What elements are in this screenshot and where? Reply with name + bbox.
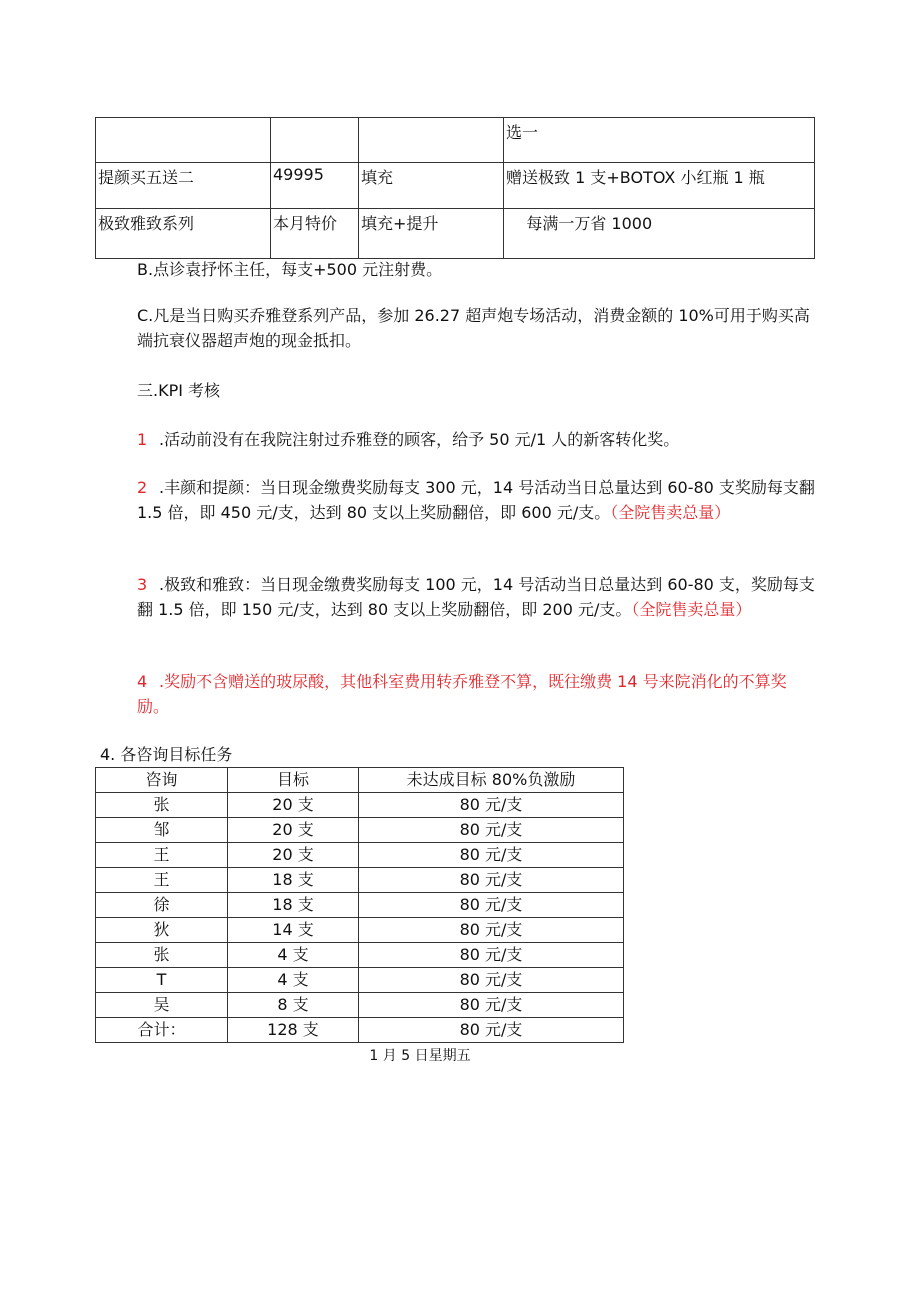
kpi-note: （全院售卖总量） bbox=[631, 599, 752, 619]
table-cell: 吴 bbox=[96, 993, 228, 1018]
table-cell: 128 支 bbox=[228, 1018, 359, 1043]
kpi-heading: 三.KPI 考核 bbox=[137, 381, 221, 400]
table-row bbox=[96, 893, 624, 918]
table-cell: T bbox=[96, 968, 228, 993]
table-cell: 狄 bbox=[96, 918, 228, 943]
table-row bbox=[96, 118, 815, 163]
table-cell: 18 支 bbox=[228, 893, 359, 918]
table-cell: 20 支 bbox=[228, 818, 359, 843]
promotion-table bbox=[95, 117, 815, 259]
column-header: 未达成目标 80%负激励 bbox=[359, 768, 624, 793]
table-row bbox=[96, 868, 624, 893]
para-b: B.点诊袁抒怀主任，每支+500 元注射费。 bbox=[137, 260, 443, 279]
table-cell: 合计： bbox=[96, 1018, 228, 1043]
table-row bbox=[96, 843, 624, 868]
table-cell: 14 支 bbox=[228, 918, 359, 943]
kpi-num: 3 bbox=[137, 575, 148, 594]
kpi-text: .活动前没有在我院注射过乔雅登的顾客，给予 50 元/1 人的新客转化奖。 bbox=[159, 430, 680, 449]
kpi-item-3 bbox=[137, 573, 817, 622]
table-cell: 极致雅致系列 bbox=[96, 209, 271, 259]
table-cell: 填充 bbox=[359, 163, 504, 209]
table-cell: 4 支 bbox=[228, 968, 359, 993]
kpi-item-4 bbox=[137, 670, 817, 719]
table-row bbox=[96, 993, 624, 1018]
table-cell: 80 元/支 bbox=[359, 943, 624, 968]
table-cell: 王 bbox=[96, 843, 228, 868]
targets-heading: 4. 各咨询目标任务 bbox=[100, 745, 233, 764]
targets-table bbox=[95, 767, 624, 1043]
table-cell: 80 元/支 bbox=[359, 818, 624, 843]
table-cell: 徐 bbox=[96, 893, 228, 918]
table-header-row bbox=[96, 768, 624, 793]
table-cell: 选一 bbox=[504, 118, 815, 163]
table-cell: 80 元/支 bbox=[359, 893, 624, 918]
table-cell: 赠送极致 1 支+BOTOX 小红瓶 1 瓶 bbox=[504, 163, 815, 209]
table-row bbox=[96, 918, 624, 943]
table-cell: 8 支 bbox=[228, 993, 359, 1018]
table-cell bbox=[271, 118, 359, 163]
kpi-num: 2 bbox=[137, 478, 148, 497]
column-header: 目标 bbox=[228, 768, 359, 793]
table-cell: 4 支 bbox=[228, 943, 359, 968]
table-cell: 80 元/支 bbox=[359, 1018, 624, 1043]
table-row bbox=[96, 968, 624, 993]
footer-date: 1 月 5 日星期五 bbox=[369, 1048, 471, 1064]
kpi-note: （全院售卖总量） bbox=[610, 502, 731, 522]
table-row bbox=[96, 163, 815, 209]
table-cell: 80 元/支 bbox=[359, 793, 624, 818]
table-cell bbox=[96, 118, 271, 163]
table-row bbox=[96, 793, 624, 818]
table-cell: 80 元/支 bbox=[359, 868, 624, 893]
table-cell: 80 元/支 bbox=[359, 918, 624, 943]
table-cell: 18 支 bbox=[228, 868, 359, 893]
table-cell bbox=[359, 118, 504, 163]
table-cell: 80 元/支 bbox=[359, 968, 624, 993]
table-cell: 80 元/支 bbox=[359, 993, 624, 1018]
table-cell: 20 支 bbox=[228, 793, 359, 818]
table-row bbox=[96, 1018, 624, 1043]
para-c: C.凡是当日购买乔雅登系列产品，参加 26.27 超声炮专场活动，消费金额的 10%可用于购买高端抗衰仪器超声炮的现金抵扣。 bbox=[137, 306, 810, 350]
table-cell: 每满一万省 1000 bbox=[504, 209, 815, 259]
table-row bbox=[96, 818, 624, 843]
table-cell: 王 bbox=[96, 868, 228, 893]
table-cell: 49995 bbox=[271, 163, 359, 209]
table-cell: 张 bbox=[96, 943, 228, 968]
table-cell: 20 支 bbox=[228, 843, 359, 868]
kpi-text: .奖励不含赠送的玻尿酸，其他科室费用转乔雅登不算，既往缴费 14 号来院消化的不算奖励。 bbox=[137, 672, 787, 716]
table-cell: 张 bbox=[96, 793, 228, 818]
table-cell: 提颜买五送二 bbox=[96, 163, 271, 209]
table-row bbox=[96, 209, 815, 259]
column-header: 咨询 bbox=[96, 768, 228, 793]
kpi-text: .丰颜和提颜：当日现金缴费奖励每支 300 元，14 号活动当日总量达到 60-80 支奖励每支翻 1.5 倍，即 450 元/支，达到 80 支以上奖励翻倍，即 600 元/支。 bbox=[137, 478, 815, 522]
kpi-num: 1 bbox=[137, 430, 148, 449]
kpi-text: .极致和雅致：当日现金缴费奖励每支 100 元，14 号活动当日总量达到 60-80 支，奖励每支翻 1.5 倍，即 150 元/支，达到 80 支以上奖励翻倍，即 200 元/支。 bbox=[137, 575, 815, 619]
kpi-num: 4 bbox=[137, 672, 148, 691]
table-row bbox=[96, 943, 624, 968]
table-cell: 80 元/支 bbox=[359, 843, 624, 868]
table-cell: 本月特价 bbox=[271, 209, 359, 259]
kpi-item-1 bbox=[137, 428, 817, 453]
kpi-item-2 bbox=[137, 476, 817, 525]
table-cell: 填充+提升 bbox=[359, 209, 504, 259]
table-cell: 邹 bbox=[96, 818, 228, 843]
